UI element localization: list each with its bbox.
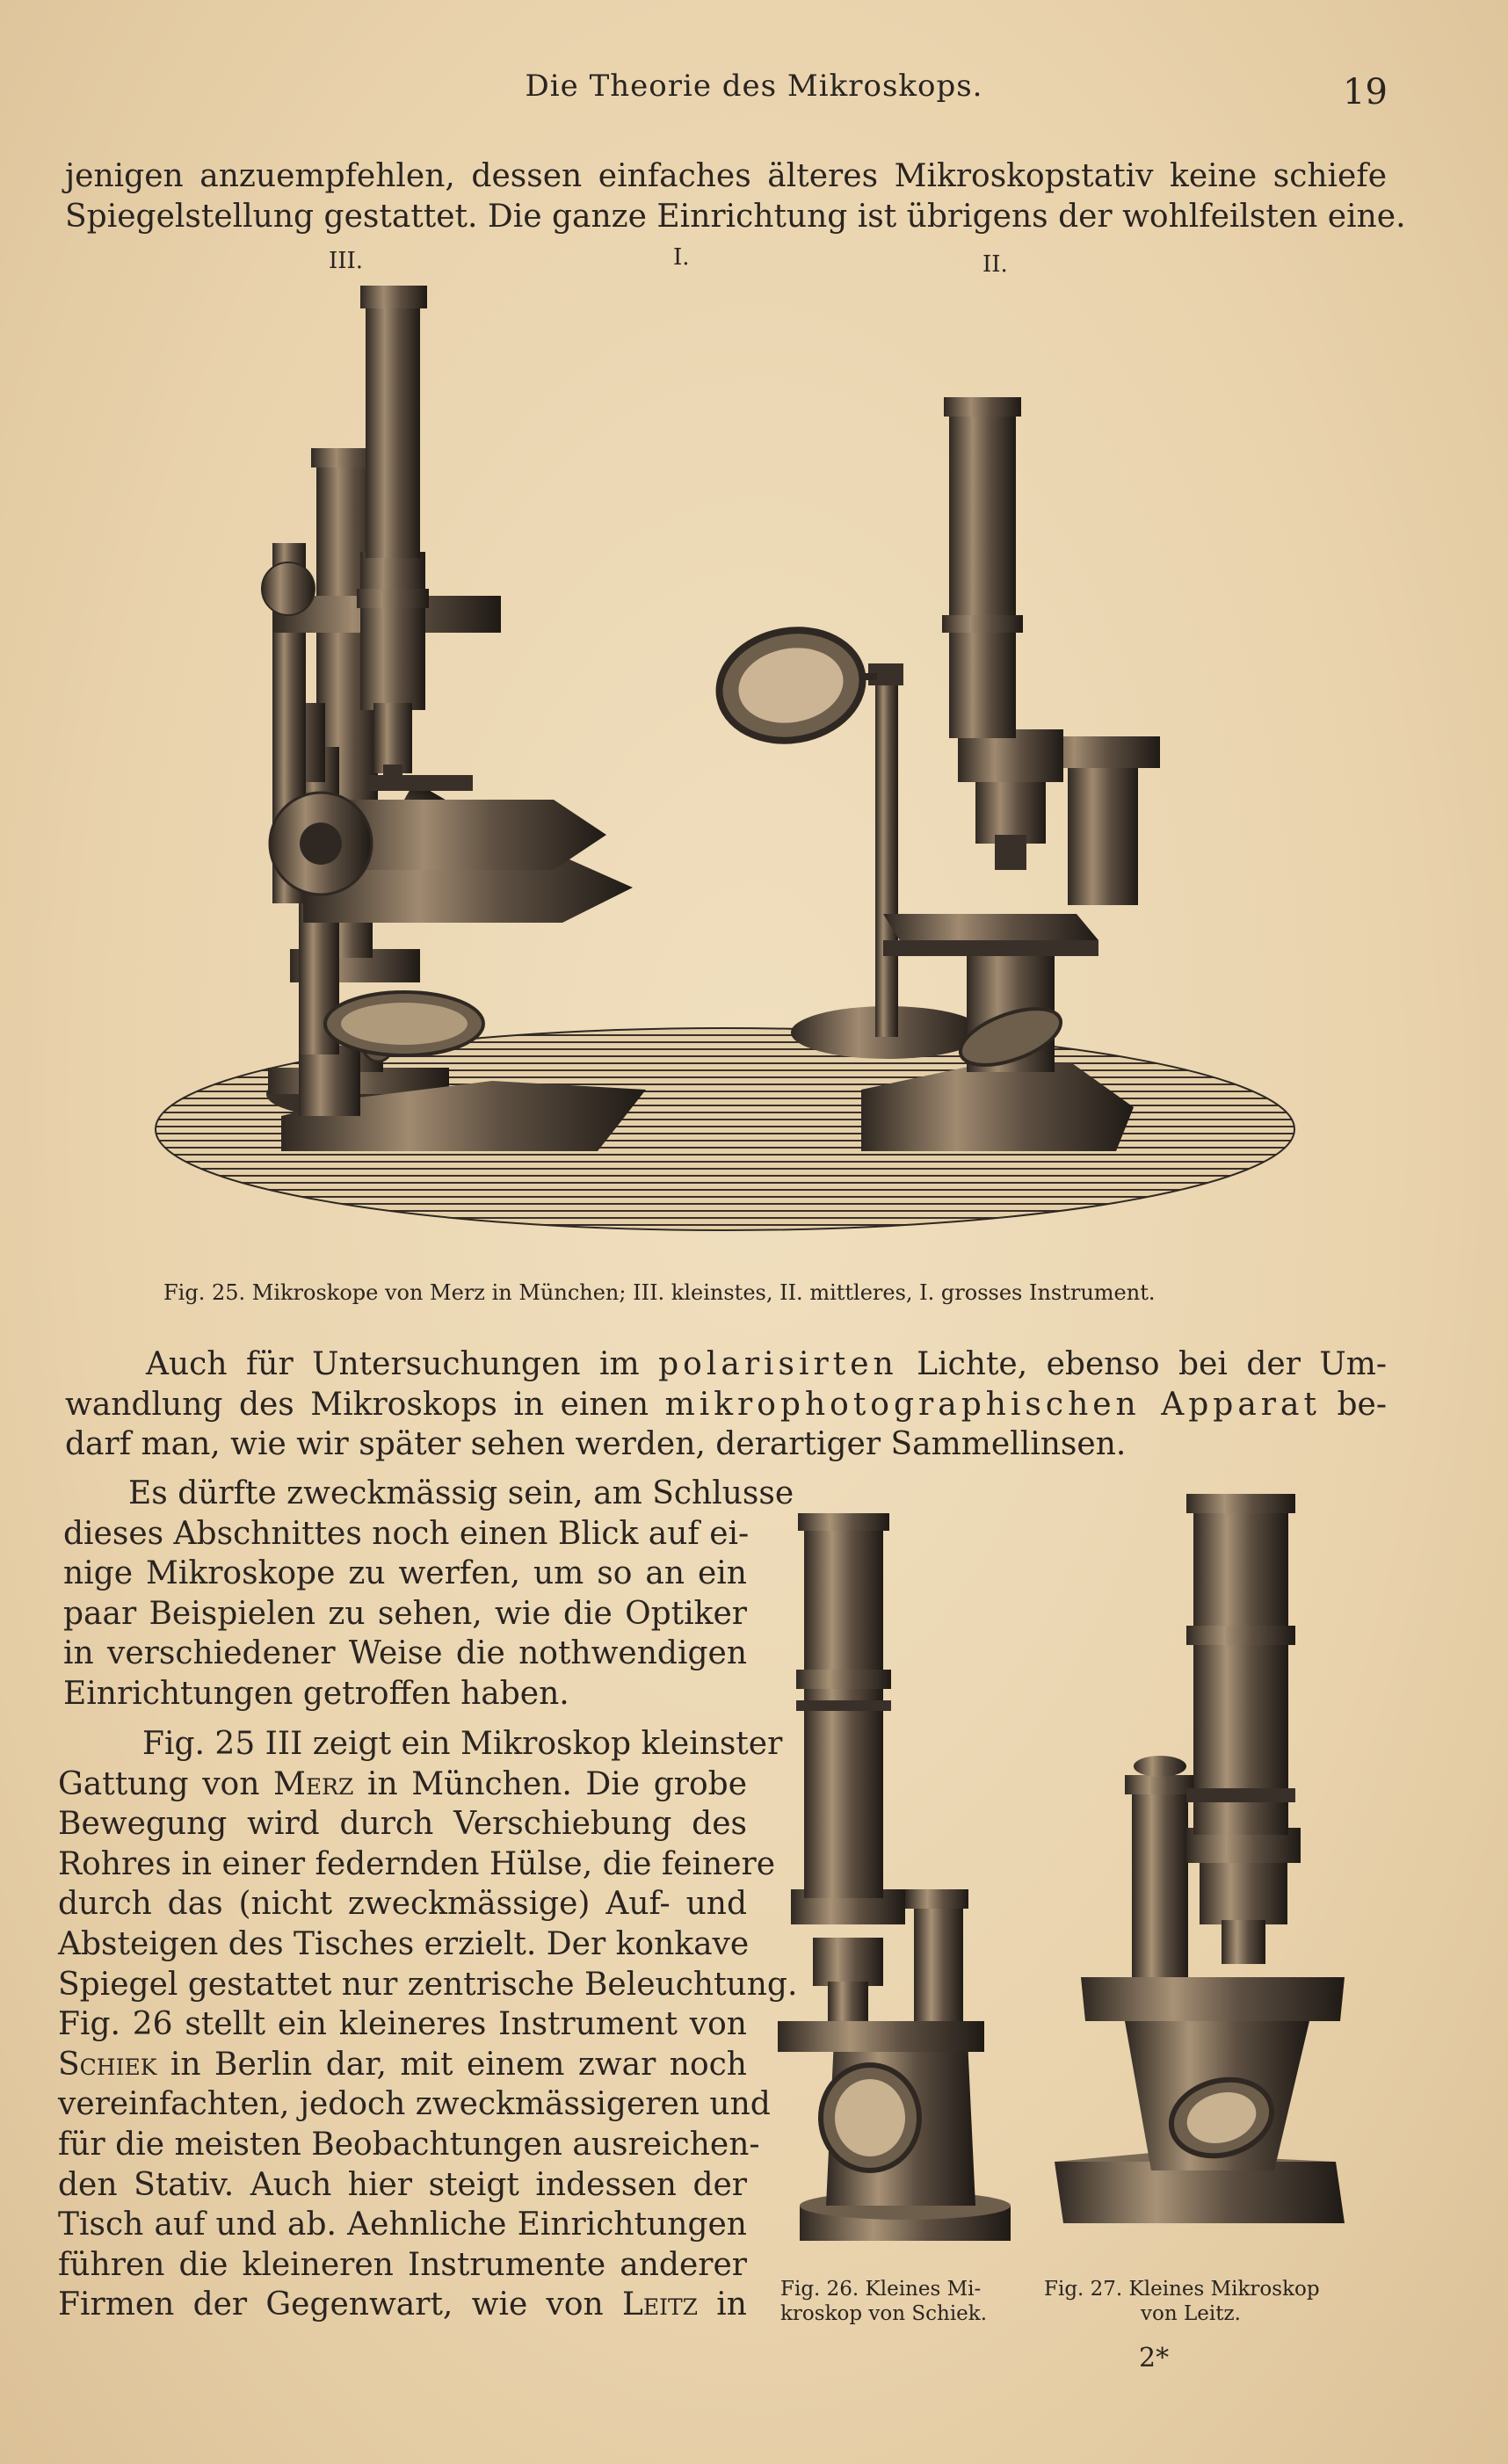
text-line: Spiegel gestattet nur zentrische Beleuchtung.	[58, 1966, 798, 2003]
text-line: Es dürfte zweckmässig sein, am Schlusse	[128, 1475, 794, 1511]
paragraph-figure-descriptions	[58, 1724, 798, 2325]
text-line: Auch für Untersuchungen im polarisirten Lichte, ebenso bei der Um-	[146, 1346, 1388, 1382]
running-title: Die Theorie des Mikroskops.	[525, 69, 983, 104]
text-line: Gattung von Merz in München. Die grobe	[58, 1765, 747, 1802]
text-line: Absteigen des Tisches erzielt. Der konkave	[58, 1925, 750, 1962]
paragraph-polarisation	[65, 1344, 1387, 1465]
figure-label-i: I.	[673, 244, 690, 271]
text-line: für die meisten Beobachtungen ausreichen-	[58, 2126, 760, 2163]
figure-25-caption: Fig. 25. Mikroskope von Merz in München; III. kleinstes, II. mittleres, I. grosses Instrument.	[163, 1280, 1156, 1305]
signature-mark: 2*	[1139, 2343, 1170, 2373]
text-line: darf man, wie wir später sehen werden, derartiger Sammellinsen.	[65, 1426, 1127, 1463]
figure-label-iii: III.	[329, 248, 364, 274]
text-line: vereinfachten, jedoch zweckmässigeren und	[58, 2086, 771, 2123]
text-line: paar Beispielen zu sehen, wie die Optiker	[63, 1595, 747, 1632]
text-line: dieses Abschnittes noch einen Blick auf ei-	[63, 1515, 750, 1552]
figure-label-ii: II.	[982, 251, 1008, 278]
text-line: jenigen anzuempfehlen, dessen einfaches älteres Mikroskopstativ keine schiefe	[65, 158, 1387, 194]
text-line: nige Mikroskope zu werfen, um so an ein	[63, 1555, 747, 1592]
text-line: Rohres in einer federnden Hülse, die feinere	[58, 1845, 776, 1882]
figure-26-caption: Fig. 26. Kleines Mi- kroskop von Schiek.	[780, 2278, 988, 2325]
figure-27-engraving	[1046, 1485, 1380, 2250]
paragraph-overview	[63, 1474, 794, 1714]
microscope-schiek-icon	[778, 1513, 1011, 2241]
text-line: Firmen der Gegenwart, wie von Leitz in	[58, 2286, 747, 2323]
text-line: Bewegung wird durch Verschiebung des	[58, 1806, 747, 1843]
text-line: Fig. 25 III zeigt ein Mikroskop kleinster	[142, 1726, 783, 1762]
microscope-i-icon	[262, 286, 646, 1151]
text-line: durch das (nicht zweckmässige) Auf- und	[58, 1886, 747, 1923]
figure-27-caption: Fig. 27. Kleines Mikroskop von Leitz.	[1044, 2278, 1320, 2325]
text-line: Schiek in Berlin dar, mit einem zwar noch	[58, 2046, 747, 2083]
text-line: Tisch auf und ab. Aehnliche Einrichtungen	[58, 2207, 747, 2243]
text-line: Einrichtungen getroffen haben.	[63, 1675, 569, 1712]
text-line: wandlung des Mikroskops in einen mikrophotographischen Apparat be-	[65, 1386, 1387, 1423]
figure-25-engraving	[141, 272, 1309, 1248]
text-line: Fig. 26 stellt ein kleineres Instrument von	[58, 2006, 747, 2043]
microscope-leitz-icon	[1055, 1494, 1345, 2223]
text-line: führen die kleineren Instrumente anderer	[58, 2246, 747, 2283]
text-line: Spiegelstellung gestattet. Die ganze Einrichtung ist übrigens der wohlfeilsten eine.	[65, 198, 1406, 235]
page-number: 19	[1343, 72, 1388, 112]
text-line: in verschiedener Weise die nothwendigen	[63, 1635, 747, 1672]
intro-paragraph	[65, 156, 1406, 236]
figure-26-engraving	[765, 1503, 1046, 2258]
text-line: den Stativ. Auch hier steigt indessen der	[58, 2166, 747, 2203]
condenser-lens-icon	[710, 620, 984, 1059]
